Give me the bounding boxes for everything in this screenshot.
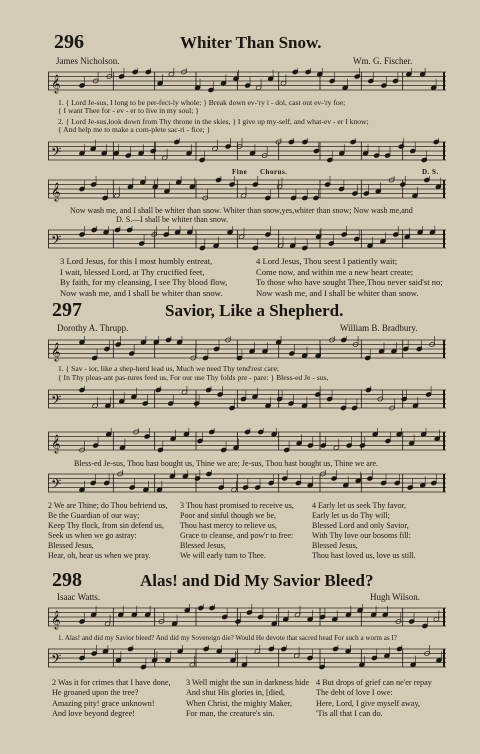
verse-line: To those who have sought Thee,Thou never said'st no; bbox=[256, 277, 443, 288]
verse-line: I wait, blessed Lord, at Thy crucified feet, bbox=[60, 266, 205, 277]
hymn-number: 297 bbox=[52, 299, 82, 321]
lyricist: Dorothy A. Thrupp. bbox=[57, 323, 129, 333]
staff-bass bbox=[48, 138, 446, 166]
clef-icon: 𝄞 bbox=[51, 182, 61, 201]
lyric-line: Bless-ed Je-sus, Thou hast bought us, Thine we are; Je-sus, Thou hast bought us, Thine we are. bbox=[74, 459, 379, 468]
verse-block bbox=[316, 678, 432, 720]
verse-block bbox=[186, 678, 309, 720]
lyric-line: 2. { Lord Je-sus,look down from Thy throne in the skies, } I give up my-self, and what-ev - er I know; bbox=[58, 117, 369, 126]
chorus-mark: Chorus. bbox=[260, 168, 288, 176]
verse-line: Blessed Jesus, bbox=[180, 541, 226, 550]
verse-line: By faith, for my cleansing, I see Thy blood flow, bbox=[60, 277, 228, 288]
staff-treble bbox=[48, 176, 446, 204]
clef-icon: 𝄢 bbox=[51, 476, 62, 495]
verse-line: And love beyond degree! bbox=[52, 709, 135, 719]
verse-line: Early let us do Thy will; bbox=[312, 511, 390, 520]
clef-icon: 𝄞 bbox=[51, 342, 61, 361]
verse-block bbox=[48, 501, 167, 561]
verse-line: Blessed Jesus, bbox=[48, 541, 94, 550]
hymn-number: 298 bbox=[52, 569, 82, 591]
music-staff bbox=[48, 226, 446, 252]
lyric-line: { I want Thee for - ev - er to live in my soul; } bbox=[58, 106, 199, 115]
lyric-line: Now wash me, and I shall be whiter than snow. Whiter than snow,yes,whiter than snow; Now wash me,and bbox=[70, 206, 413, 215]
lyric-line: 1. Alas! and did my Savior bleed? And did my Sovereign die? Would He devote that sacred head For such a worm as I? bbox=[58, 634, 397, 642]
lyricist: Isaac Watts. bbox=[57, 592, 101, 602]
verse-line: Keep Thy flock, from sin defend us, bbox=[48, 521, 164, 530]
verse-line: 4 But drops of grief can ne'er repay bbox=[316, 678, 432, 687]
staff-bass bbox=[48, 386, 446, 414]
verse-line: Hear, oh, hear us when we pray. bbox=[48, 551, 151, 560]
verse-block bbox=[52, 678, 171, 720]
staff-bass bbox=[48, 645, 446, 673]
composer: Wm. G. Fischer. bbox=[353, 56, 413, 66]
verse-line: Here, Lord, I give myself away, bbox=[316, 698, 421, 708]
lyric-line: { In Thy pleas-ant pas-tures feed us, For our use Thy folds pre - pare: } Bless-ed Je - sus, bbox=[58, 373, 329, 382]
music-staff bbox=[48, 138, 446, 166]
verse-line: Thou hast loved us, love us still. bbox=[312, 551, 416, 560]
staff-treble bbox=[48, 336, 446, 364]
staff-treble bbox=[48, 68, 446, 96]
staff-bass bbox=[48, 470, 446, 496]
verse-line: Amazing pity! grace unknown! bbox=[52, 698, 155, 708]
verse-block bbox=[312, 501, 416, 561]
composer: Hugh Wilson. bbox=[370, 592, 420, 602]
staff-treble bbox=[48, 604, 446, 632]
verse-line: Grace to cleanse, and pow'r to free: bbox=[180, 531, 294, 540]
verse-line: We will early turn to Thee. bbox=[180, 551, 266, 560]
verse-line: Now wash me, and I shall be whiter than snow. bbox=[60, 287, 223, 298]
verse-line: Poor and sinful though we be, bbox=[180, 511, 276, 520]
verse-line: Now wash me, and I shall be whiter than snow. bbox=[256, 287, 419, 298]
music-staff bbox=[48, 386, 446, 414]
verse-line: With Thy love our bosoms fill: bbox=[312, 531, 411, 540]
staff-treble bbox=[48, 428, 446, 456]
verse-line: And shut His glories in, [died, bbox=[186, 688, 285, 698]
clef-icon: 𝄢 bbox=[51, 144, 62, 163]
music-staff bbox=[48, 336, 446, 364]
lyric-line: 1. { Lord Je-sus, I long to be per-fect-ly whole; } Break down ev-'ry i - dol, cast out ev-'ry foe; bbox=[58, 98, 346, 107]
music-staff bbox=[48, 604, 446, 632]
verse-line: The debt of love I owe: bbox=[316, 688, 393, 698]
verse-line: 3 Lord Jesus, for this I most humbly entreat, bbox=[60, 256, 213, 266]
verse-line: When Christ, the mighty Maker, bbox=[186, 698, 293, 708]
lyric-line: { And help me to make a com-plete sac-ri - fice; } bbox=[58, 125, 211, 134]
fine-mark: Fine bbox=[232, 168, 248, 176]
music-staff bbox=[48, 428, 446, 456]
verse-line: Seek us when we go astray: bbox=[48, 531, 137, 540]
lyric-line: D. S.—I shall be whiter than snow. bbox=[116, 215, 229, 224]
clef-icon: 𝄞 bbox=[51, 610, 61, 629]
music-staff bbox=[48, 68, 446, 96]
verse-line: 3 Well might the sun in darkness hide bbox=[186, 678, 310, 687]
composer: William B. Bradbury. bbox=[340, 323, 418, 333]
ds-mark: D. S. bbox=[422, 168, 439, 176]
verse-block bbox=[180, 501, 294, 561]
staff-bass bbox=[48, 226, 446, 252]
verse-line: Thou hast mercy to relieve us, bbox=[180, 521, 277, 530]
verse-line: 2 We are Thine; do Thou befriend us, bbox=[48, 501, 168, 510]
clef-icon: 𝄢 bbox=[51, 392, 62, 411]
clef-icon: 𝄢 bbox=[51, 232, 62, 251]
hymn-title: Alas! and Did My Savior Bleed? bbox=[140, 571, 374, 590]
verse-line: He groaned upon the tree? bbox=[52, 688, 139, 698]
verse-line: Be the Guardian of our way; bbox=[48, 511, 140, 520]
verse-line: For man, the creature's sin. bbox=[186, 709, 275, 719]
music-staff bbox=[48, 470, 446, 496]
clef-icon: 𝄢 bbox=[51, 651, 62, 670]
verse-block bbox=[60, 256, 227, 298]
verse-line: 'Tis all that I can do. bbox=[316, 709, 383, 719]
music-staff bbox=[48, 176, 446, 204]
hymn-title: Savior, Like a Shepherd. bbox=[165, 301, 344, 320]
clef-icon: 𝄞 bbox=[51, 74, 61, 93]
verse-line: 2 Was it for crimes that I have done, bbox=[52, 678, 171, 687]
verse-line: Come now, and within me a new heart create; bbox=[256, 266, 414, 277]
music-staff bbox=[48, 645, 446, 673]
verse-block bbox=[256, 256, 443, 298]
hymn-number: 296 bbox=[54, 31, 84, 53]
hymn-title: Whiter Than Snow. bbox=[180, 33, 322, 52]
verse-line: 3 Thou hast promised to receive us, bbox=[180, 501, 294, 510]
lyric-line: 1. { Sav - ior, like a shep-herd lead us, Much we need Thy tend'rest care; bbox=[58, 364, 279, 373]
verse-line: Blessed Jesus, bbox=[312, 541, 358, 550]
lyricist: James Nicholson. bbox=[56, 56, 120, 66]
clef-icon: 𝄞 bbox=[51, 434, 61, 453]
verse-line: 4 Lord Jesus, Thou seest I patiently wait; bbox=[256, 256, 398, 266]
verse-line: Blessed Lord and only Savior, bbox=[312, 521, 409, 530]
verse-line: 4 Early let us seek Thy favor, bbox=[312, 501, 406, 510]
